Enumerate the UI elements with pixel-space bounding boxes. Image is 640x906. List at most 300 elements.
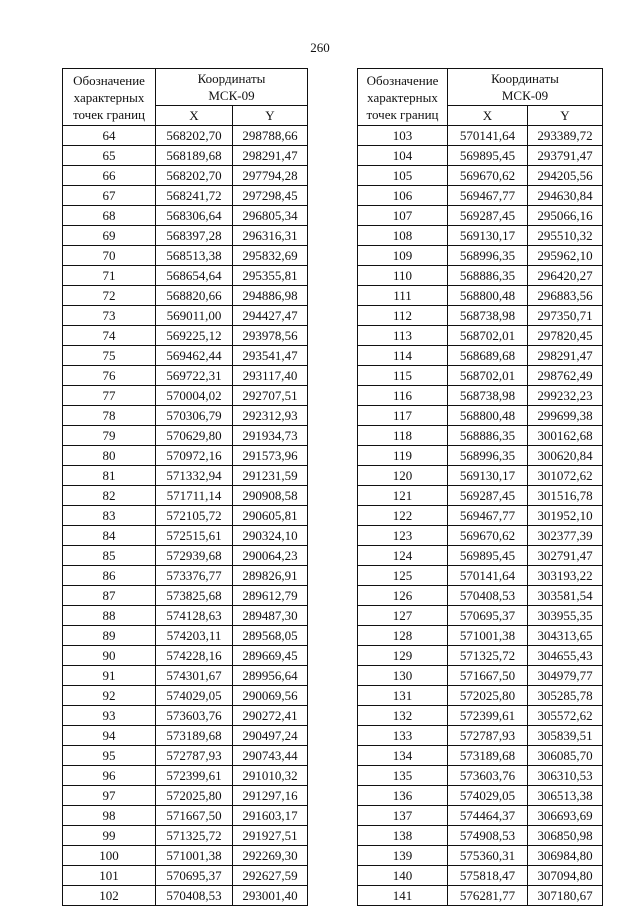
y-coordinate-cell: 297298,45 (233, 186, 308, 206)
point-number-cell: 75 (63, 346, 156, 366)
point-number-cell: 94 (63, 726, 156, 746)
x-coordinate-cell: 572787,93 (156, 746, 233, 766)
point-number-cell: 128 (358, 626, 448, 646)
table-row (358, 486, 603, 506)
y-coordinate-cell: 307094,80 (528, 866, 603, 886)
y-coordinate-cell: 290497,24 (233, 726, 308, 746)
y-coordinate-cell: 289612,79 (233, 586, 308, 606)
y-header: Y (233, 106, 308, 126)
y-coordinate-cell: 290069,56 (233, 686, 308, 706)
table-row (63, 606, 308, 626)
point-number-cell: 86 (63, 566, 156, 586)
x-coordinate-cell: 569287,45 (448, 486, 528, 506)
coordinates-header-line: Координаты (197, 71, 266, 86)
table-row (358, 186, 603, 206)
point-number-cell: 76 (63, 366, 156, 386)
x-coordinate-cell: 570141,64 (448, 126, 528, 146)
designation-header-line: Обозначение (73, 72, 145, 88)
y-coordinate-cell: 296316,31 (233, 226, 308, 246)
y-coordinate-cell: 297794,28 (233, 166, 308, 186)
x-coordinate-cell: 574228,16 (156, 646, 233, 666)
y-coordinate-cell: 289669,45 (233, 646, 308, 666)
coordinates-header-line: МСК-09 (208, 88, 255, 103)
table-row (358, 526, 603, 546)
x-coordinate-cell: 568689,68 (448, 346, 528, 366)
point-number-cell: 134 (358, 746, 448, 766)
table-row (63, 226, 308, 246)
coordinates-table-right (357, 68, 603, 906)
y-coordinate-cell: 290605,81 (233, 506, 308, 526)
y-coordinate-cell: 299232,23 (528, 386, 603, 406)
point-number-cell: 74 (63, 326, 156, 346)
point-number-cell: 89 (63, 626, 156, 646)
table-row (63, 386, 308, 406)
table-row (63, 186, 308, 206)
point-number-cell: 112 (358, 306, 448, 326)
table-row (358, 266, 603, 286)
x-coordinate-cell: 574029,05 (448, 786, 528, 806)
y-coordinate-cell: 294427,47 (233, 306, 308, 326)
y-coordinate-cell: 304313,65 (528, 626, 603, 646)
table-row (63, 346, 308, 366)
point-number-cell: 80 (63, 446, 156, 466)
table-row (358, 126, 603, 146)
y-coordinate-cell: 290064,23 (233, 546, 308, 566)
point-number-cell: 105 (358, 166, 448, 186)
y-coordinate-cell: 303193,22 (528, 566, 603, 586)
table-row (63, 886, 308, 906)
table-row (63, 546, 308, 566)
table-row (358, 646, 603, 666)
x-coordinate-cell: 569895,45 (448, 546, 528, 566)
y-coordinate-cell: 304655,43 (528, 646, 603, 666)
coordinates-header (448, 69, 603, 106)
y-coordinate-cell: 295962,10 (528, 246, 603, 266)
designation-header (63, 69, 156, 126)
x-coordinate-cell: 574203,11 (156, 626, 233, 646)
x-coordinate-cell: 568654,64 (156, 266, 233, 286)
point-number-cell: 66 (63, 166, 156, 186)
table-row (63, 626, 308, 646)
table-body-left (63, 126, 308, 906)
x-coordinate-cell: 569130,17 (448, 466, 528, 486)
point-number-cell: 85 (63, 546, 156, 566)
x-coordinate-cell: 573603,76 (156, 706, 233, 726)
y-coordinate-cell: 301952,10 (528, 506, 603, 526)
x-coordinate-cell: 569670,62 (448, 526, 528, 546)
table-row (358, 246, 603, 266)
table-row (358, 326, 603, 346)
x-coordinate-cell: 571325,72 (156, 826, 233, 846)
table-row (358, 746, 603, 766)
x-coordinate-cell: 572399,61 (156, 766, 233, 786)
y-coordinate-cell: 290272,41 (233, 706, 308, 726)
x-header: X (156, 106, 233, 126)
x-coordinate-cell: 575818,47 (448, 866, 528, 886)
x-coordinate-cell: 572399,61 (448, 706, 528, 726)
table-row (63, 726, 308, 746)
x-coordinate-cell: 568800,48 (448, 406, 528, 426)
x-coordinate-cell: 570695,37 (156, 866, 233, 886)
point-number-cell: 103 (358, 126, 448, 146)
x-coordinate-cell: 570629,80 (156, 426, 233, 446)
point-number-cell: 125 (358, 566, 448, 586)
designation-header-line: точек границ (72, 106, 146, 122)
table-row (63, 526, 308, 546)
x-coordinate-cell: 574029,05 (156, 686, 233, 706)
y-coordinate-cell: 301516,78 (528, 486, 603, 506)
point-number-cell: 113 (358, 326, 448, 346)
y-coordinate-cell: 306693,69 (528, 806, 603, 826)
point-number-cell: 110 (358, 266, 448, 286)
point-number-cell: 98 (63, 806, 156, 826)
y-coordinate-cell: 298762,49 (528, 366, 603, 386)
y-coordinate-cell: 289826,91 (233, 566, 308, 586)
point-number-cell: 69 (63, 226, 156, 246)
point-number-cell: 118 (358, 426, 448, 446)
table-row (358, 806, 603, 826)
point-number-cell: 65 (63, 146, 156, 166)
y-coordinate-cell: 303581,54 (528, 586, 603, 606)
table-row (358, 146, 603, 166)
point-number-cell: 72 (63, 286, 156, 306)
x-coordinate-cell: 573189,68 (156, 726, 233, 746)
y-coordinate-cell: 300620,84 (528, 446, 603, 466)
point-number-cell: 107 (358, 206, 448, 226)
y-coordinate-cell: 290324,10 (233, 526, 308, 546)
point-number-cell: 106 (358, 186, 448, 206)
coordinates-table-left (62, 68, 308, 906)
y-coordinate-cell: 291927,51 (233, 826, 308, 846)
x-coordinate-cell: 572025,80 (156, 786, 233, 806)
y-coordinate-cell: 306984,80 (528, 846, 603, 866)
point-number-cell: 92 (63, 686, 156, 706)
y-coordinate-cell: 295510,32 (528, 226, 603, 246)
designation-header-line: характерных (367, 89, 438, 105)
x-coordinate-cell: 574301,67 (156, 666, 233, 686)
x-coordinate-cell: 570306,79 (156, 406, 233, 426)
point-number-cell: 77 (63, 386, 156, 406)
point-number-cell: 117 (358, 406, 448, 426)
table-row (358, 666, 603, 686)
point-number-cell: 84 (63, 526, 156, 546)
x-coordinate-cell: 568306,64 (156, 206, 233, 226)
y-coordinate-cell: 306310,53 (528, 766, 603, 786)
x-coordinate-cell: 569287,45 (448, 206, 528, 226)
x-coordinate-cell: 570141,64 (448, 566, 528, 586)
x-coordinate-cell: 571001,38 (448, 626, 528, 646)
y-coordinate-cell: 305839,51 (528, 726, 603, 746)
table-row (63, 466, 308, 486)
x-coordinate-cell: 574128,63 (156, 606, 233, 626)
y-coordinate-cell: 295355,81 (233, 266, 308, 286)
y-coordinate-cell: 289568,05 (233, 626, 308, 646)
table-row (63, 686, 308, 706)
x-coordinate-cell: 568996,35 (448, 446, 528, 466)
y-header: Y (528, 106, 603, 126)
y-coordinate-cell: 291010,32 (233, 766, 308, 786)
point-number-cell: 120 (358, 466, 448, 486)
point-number-cell: 121 (358, 486, 448, 506)
table-row (358, 466, 603, 486)
table-row (63, 766, 308, 786)
point-number-cell: 119 (358, 446, 448, 466)
x-coordinate-cell: 568189,68 (156, 146, 233, 166)
y-coordinate-cell: 299699,38 (528, 406, 603, 426)
table-row (358, 566, 603, 586)
point-number-cell: 83 (63, 506, 156, 526)
table-row (358, 426, 603, 446)
y-coordinate-cell: 303955,35 (528, 606, 603, 626)
x-coordinate-cell: 568886,35 (448, 426, 528, 446)
point-number-cell: 71 (63, 266, 156, 286)
x-coordinate-cell: 573825,68 (156, 586, 233, 606)
table-row (63, 586, 308, 606)
x-coordinate-cell: 572025,80 (448, 686, 528, 706)
point-number-cell: 138 (358, 826, 448, 846)
table-row (63, 146, 308, 166)
point-number-cell: 101 (63, 866, 156, 886)
x-coordinate-cell: 568996,35 (448, 246, 528, 266)
table-row (63, 806, 308, 826)
table-row (358, 886, 603, 906)
x-coordinate-cell: 571667,50 (448, 666, 528, 686)
x-coordinate-cell: 576281,77 (448, 886, 528, 906)
point-number-cell: 116 (358, 386, 448, 406)
y-coordinate-cell: 295832,69 (233, 246, 308, 266)
point-number-cell: 139 (358, 846, 448, 866)
point-number-cell: 68 (63, 206, 156, 226)
table-row (63, 406, 308, 426)
x-coordinate-cell: 573189,68 (448, 746, 528, 766)
table-row (358, 206, 603, 226)
table-row (358, 686, 603, 706)
x-header: X (448, 106, 528, 126)
point-number-cell: 127 (358, 606, 448, 626)
x-coordinate-cell: 571332,94 (156, 466, 233, 486)
table-row (358, 306, 603, 326)
point-number-cell: 79 (63, 426, 156, 446)
table-row (358, 366, 603, 386)
x-coordinate-cell: 571325,72 (448, 646, 528, 666)
table-row (358, 586, 603, 606)
point-number-cell: 99 (63, 826, 156, 846)
point-number-cell: 102 (63, 886, 156, 906)
y-coordinate-cell: 305285,78 (528, 686, 603, 706)
x-coordinate-cell: 570408,53 (156, 886, 233, 906)
x-coordinate-cell: 568702,01 (448, 326, 528, 346)
y-coordinate-cell: 289956,64 (233, 666, 308, 686)
point-number-cell: 96 (63, 766, 156, 786)
x-coordinate-cell: 568397,28 (156, 226, 233, 246)
point-number-cell: 123 (358, 526, 448, 546)
x-coordinate-cell: 572787,93 (448, 726, 528, 746)
y-coordinate-cell: 298291,47 (233, 146, 308, 166)
y-coordinate-cell: 294886,98 (233, 286, 308, 306)
point-number-cell: 141 (358, 886, 448, 906)
x-coordinate-cell: 568702,01 (448, 366, 528, 386)
x-coordinate-cell: 568513,38 (156, 246, 233, 266)
x-coordinate-cell: 568241,72 (156, 186, 233, 206)
point-number-cell: 124 (358, 546, 448, 566)
table-row (63, 206, 308, 226)
y-coordinate-cell: 290908,58 (233, 486, 308, 506)
table-row (63, 506, 308, 526)
y-coordinate-cell: 291603,17 (233, 806, 308, 826)
table-row (358, 766, 603, 786)
table-row (358, 846, 603, 866)
y-coordinate-cell: 292312,93 (233, 406, 308, 426)
point-number-cell: 131 (358, 686, 448, 706)
point-number-cell: 130 (358, 666, 448, 686)
x-coordinate-cell: 568202,70 (156, 126, 233, 146)
y-coordinate-cell: 297820,45 (528, 326, 603, 346)
x-coordinate-cell: 572105,72 (156, 506, 233, 526)
point-number-cell: 132 (358, 706, 448, 726)
x-coordinate-cell: 569670,62 (448, 166, 528, 186)
table-row (358, 346, 603, 366)
x-coordinate-cell: 568886,35 (448, 266, 528, 286)
table-row (63, 646, 308, 666)
table-row (358, 726, 603, 746)
x-coordinate-cell: 569225,12 (156, 326, 233, 346)
table-row (63, 326, 308, 346)
table-row (63, 786, 308, 806)
y-coordinate-cell: 302791,47 (528, 546, 603, 566)
y-coordinate-cell: 293389,72 (528, 126, 603, 146)
y-coordinate-cell: 291573,96 (233, 446, 308, 466)
x-coordinate-cell: 575360,31 (448, 846, 528, 866)
table-row (358, 446, 603, 466)
page-number: 260 (310, 40, 330, 55)
y-coordinate-cell: 300162,68 (528, 426, 603, 446)
table-row (63, 426, 308, 446)
table-row (63, 446, 308, 466)
table-row (358, 866, 603, 886)
coordinates-header-line: Координаты (491, 71, 559, 86)
x-coordinate-cell: 569895,45 (448, 146, 528, 166)
x-coordinate-cell: 569130,17 (448, 226, 528, 246)
x-coordinate-cell: 571667,50 (156, 806, 233, 826)
x-coordinate-cell: 571711,14 (156, 486, 233, 506)
x-coordinate-cell: 569467,77 (448, 506, 528, 526)
y-coordinate-cell: 293978,56 (233, 326, 308, 346)
table-row (63, 866, 308, 886)
y-coordinate-cell: 289487,30 (233, 606, 308, 626)
y-coordinate-cell: 304979,77 (528, 666, 603, 686)
table-row (63, 746, 308, 766)
point-number-cell: 109 (358, 246, 448, 266)
table-row (358, 286, 603, 306)
coordinates-header (156, 69, 308, 106)
y-coordinate-cell: 294630,84 (528, 186, 603, 206)
table-row (358, 386, 603, 406)
table-row (63, 846, 308, 866)
y-coordinate-cell: 298291,47 (528, 346, 603, 366)
x-coordinate-cell: 569462,44 (156, 346, 233, 366)
table-row (63, 566, 308, 586)
y-coordinate-cell: 295066,16 (528, 206, 603, 226)
table-row (63, 286, 308, 306)
point-number-cell: 78 (63, 406, 156, 426)
y-coordinate-cell: 296805,34 (233, 206, 308, 226)
point-number-cell: 114 (358, 346, 448, 366)
y-coordinate-cell: 291231,59 (233, 466, 308, 486)
table-row (358, 166, 603, 186)
table-row (358, 406, 603, 426)
y-coordinate-cell: 292269,30 (233, 846, 308, 866)
point-number-cell: 122 (358, 506, 448, 526)
point-number-cell: 88 (63, 606, 156, 626)
x-coordinate-cell: 569722,31 (156, 366, 233, 386)
designation-header-line: Обозначение (366, 72, 439, 88)
table-row (63, 706, 308, 726)
table-row (358, 626, 603, 646)
point-number-cell: 93 (63, 706, 156, 726)
x-coordinate-cell: 572515,61 (156, 526, 233, 546)
table-row (63, 666, 308, 686)
y-coordinate-cell: 298788,66 (233, 126, 308, 146)
y-coordinate-cell: 297350,71 (528, 306, 603, 326)
y-coordinate-cell: 293117,40 (233, 366, 308, 386)
point-number-cell: 82 (63, 486, 156, 506)
point-number-cell: 91 (63, 666, 156, 686)
point-number-cell: 140 (358, 866, 448, 886)
point-number-cell: 111 (358, 286, 448, 306)
table-row (358, 826, 603, 846)
y-coordinate-cell: 306085,70 (528, 746, 603, 766)
designation-header-line: характерных (73, 89, 145, 105)
y-coordinate-cell: 294205,56 (528, 166, 603, 186)
x-coordinate-cell: 569467,77 (448, 186, 528, 206)
x-coordinate-cell: 574908,53 (448, 826, 528, 846)
x-coordinate-cell: 569011,00 (156, 306, 233, 326)
table-row (63, 246, 308, 266)
x-coordinate-cell: 571001,38 (156, 846, 233, 866)
point-number-cell: 129 (358, 646, 448, 666)
point-number-cell: 126 (358, 586, 448, 606)
point-number-cell: 136 (358, 786, 448, 806)
designation-header (358, 69, 448, 126)
table-row (63, 266, 308, 286)
point-number-cell: 90 (63, 646, 156, 666)
x-coordinate-cell: 574464,37 (448, 806, 528, 826)
table-row (358, 606, 603, 626)
x-coordinate-cell: 572939,68 (156, 546, 233, 566)
y-coordinate-cell: 293791,47 (528, 146, 603, 166)
x-coordinate-cell: 568202,70 (156, 166, 233, 186)
y-coordinate-cell: 301072,62 (528, 466, 603, 486)
point-number-cell: 95 (63, 746, 156, 766)
x-coordinate-cell: 570408,53 (448, 586, 528, 606)
x-coordinate-cell: 573376,77 (156, 566, 233, 586)
y-coordinate-cell: 290743,44 (233, 746, 308, 766)
point-number-cell: 100 (63, 846, 156, 866)
y-coordinate-cell: 302377,39 (528, 526, 603, 546)
designation-header-line: точек границ (366, 106, 439, 122)
point-number-cell: 87 (63, 586, 156, 606)
table-row (63, 366, 308, 386)
y-coordinate-cell: 305572,62 (528, 706, 603, 726)
point-number-cell: 67 (63, 186, 156, 206)
table-row (63, 486, 308, 506)
point-number-cell: 133 (358, 726, 448, 746)
table-body-right (358, 126, 603, 906)
y-coordinate-cell: 306850,98 (528, 826, 603, 846)
point-number-cell: 115 (358, 366, 448, 386)
y-coordinate-cell: 291934,73 (233, 426, 308, 446)
y-coordinate-cell: 296883,56 (528, 286, 603, 306)
